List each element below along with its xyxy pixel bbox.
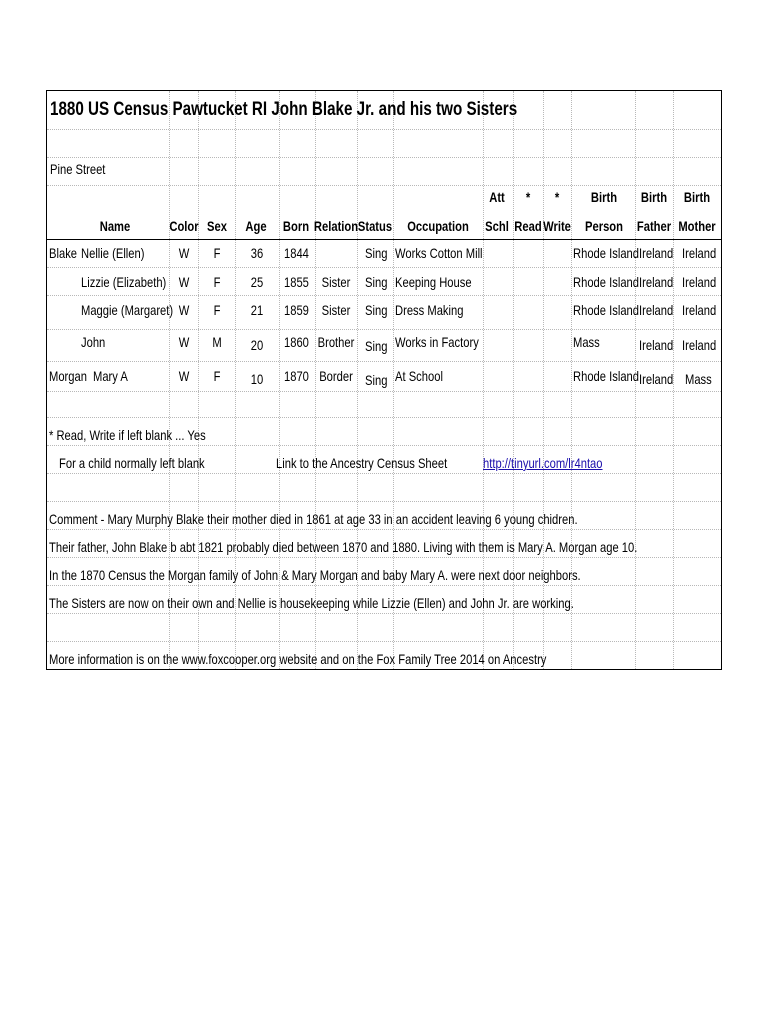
cell-relation: Sister — [321, 274, 351, 290]
grid-row-line — [47, 129, 721, 130]
grid-row-line — [47, 391, 721, 392]
street-label: Pine Street — [50, 161, 106, 177]
cell-birth-father: Ireland — [639, 245, 674, 261]
cell-color: W — [178, 245, 190, 261]
grid-row-line — [47, 329, 721, 330]
cell-name: Maggie (Margaret) — [81, 302, 174, 318]
cell-birth-person: Rhode Island — [573, 302, 640, 318]
header-sex: Sex — [207, 218, 227, 234]
cell-age: 21 — [250, 302, 264, 318]
header-birth-mother-top: Birth — [683, 189, 711, 205]
header-mother: Mother — [678, 218, 716, 234]
child-note: For a child normally left blank — [59, 455, 205, 471]
cell-age: 36 — [250, 245, 264, 261]
cell-birth-father: Ireland — [639, 274, 674, 290]
cell-relation: Border — [319, 368, 353, 384]
cell-color: W — [178, 334, 190, 350]
header-star-write: * — [554, 189, 560, 205]
cell-sex: F — [213, 274, 221, 290]
cell-born: 1855 — [284, 274, 309, 290]
grid-row-line — [47, 445, 721, 446]
cell-occupation: Works in Factory — [395, 334, 479, 350]
header-name: Name — [99, 218, 131, 234]
cell-age: 25 — [250, 274, 264, 290]
cell-status: Sing — [365, 274, 388, 290]
cell-surname: Morgan — [49, 368, 87, 384]
comment-line: Comment - Mary Murphy Blake their mother died in 1861 at age 33 in an accident leaving 6 young chidren. — [49, 511, 578, 527]
cell-status: Sing — [365, 338, 388, 354]
header-read: Read — [514, 218, 542, 234]
ancestry-link-label: Link to the Ancestry Census Sheet — [276, 455, 448, 471]
header-schl: Schl — [485, 218, 509, 234]
cell-birth-father: Ireland — [639, 371, 674, 387]
cell-birth-person: Mass — [573, 334, 600, 350]
cell-status: Sing — [365, 372, 388, 388]
cell-born: 1870 — [284, 368, 309, 384]
census-spreadsheet — [46, 90, 722, 670]
comment-line: In the 1870 Census the Morgan family of John & Mary Morgan and baby Mary A. were next door neighbors. — [49, 567, 581, 583]
comment-line: The Sisters are now on their own and Nellie is housekeeping while Lizzie (Ellen) and John Jr. are working. — [49, 595, 574, 611]
cell-sex: F — [213, 368, 221, 384]
cell-sex: M — [212, 334, 222, 350]
grid-row-line — [47, 157, 721, 158]
cell-birth-person: Rhode Island — [573, 274, 640, 290]
grid-row-line — [47, 557, 721, 558]
cell-name: Mary A — [93, 368, 128, 384]
cell-color: W — [178, 368, 190, 384]
header-person: Person — [585, 218, 623, 234]
cell-color: W — [178, 302, 190, 318]
cell-age: 20 — [250, 337, 264, 353]
cell-color: W — [178, 274, 190, 290]
grid-row-line — [47, 501, 721, 502]
cell-born: 1844 — [284, 245, 309, 261]
cell-birth-mother: Mass — [685, 371, 712, 387]
cell-occupation: Works Cotton Mill — [395, 245, 483, 261]
header-occupation: Occupation — [407, 218, 469, 234]
grid-row-line — [47, 529, 721, 530]
cell-birth-father: Ireland — [639, 337, 674, 353]
ancestry-census-link[interactable]: http://tinyurl.com/lr4ntao — [483, 455, 603, 471]
grid-row-line — [47, 295, 721, 296]
cell-sex: F — [213, 302, 221, 318]
header-father: Father — [636, 218, 672, 234]
cell-birth-person: Rhode Island — [573, 245, 640, 261]
header-color: Color — [169, 218, 199, 234]
grid-row-line — [47, 185, 721, 186]
cell-birth-mother: Ireland — [682, 245, 717, 261]
header-relation: Relation — [313, 218, 359, 234]
cell-status: Sing — [365, 302, 388, 318]
cell-birth-mother: Ireland — [682, 274, 717, 290]
header-status: Status — [357, 218, 393, 234]
cell-name: John — [81, 334, 106, 350]
header-born: Born — [282, 218, 310, 234]
cell-status: Sing — [365, 245, 388, 261]
grid-row-line — [47, 473, 721, 474]
cell-birth-person: Rhode Island — [573, 368, 640, 384]
cell-born: 1860 — [284, 334, 309, 350]
grid-row-line — [47, 361, 721, 362]
sheet-title: 1880 US Census Pawtucket RI John Blake Jr. and his two Sisters — [50, 99, 518, 120]
cell-birth-mother: Ireland — [682, 302, 717, 318]
comment-line: Their father, John Blake b abt 1821 probably died between 1870 and 1880. Living with them is Mary A. Morgan age 10. — [49, 539, 638, 555]
header-underline — [47, 239, 721, 240]
cell-sex: F — [213, 245, 221, 261]
cell-name: Lizzie (Elizabeth) — [81, 274, 167, 290]
cell-occupation: At School — [395, 368, 443, 384]
cell-relation: Brother — [317, 334, 355, 350]
cell-occupation: Dress Making — [395, 302, 464, 318]
grid-row-line — [47, 417, 721, 418]
cell-born: 1859 — [284, 302, 309, 318]
cell-occupation: Keeping House — [395, 274, 472, 290]
grid-row-line — [47, 585, 721, 586]
header-star-read: * — [525, 189, 531, 205]
cell-relation: Sister — [321, 302, 351, 318]
header-age: Age — [245, 218, 267, 234]
more-info-line: More information is on the www.foxcooper.org website and on the Fox Family Tree 2014 on Ancestry — [49, 651, 547, 667]
header-att: Att — [489, 189, 505, 205]
cell-age: 10 — [250, 371, 264, 387]
read-write-note: * Read, Write if left blank ... Yes — [49, 427, 206, 443]
grid-row-line — [47, 267, 721, 268]
cell-surname: Blake — [49, 245, 78, 261]
cell-birth-father: Ireland — [639, 302, 674, 318]
header-birth-person-top: Birth — [590, 189, 618, 205]
cell-birth-mother: Ireland — [682, 337, 717, 353]
grid-row-line — [47, 613, 721, 614]
cell-name: Nellie (Ellen) — [81, 245, 145, 261]
grid-row-line — [47, 641, 721, 642]
header-birth-father-top: Birth — [640, 189, 668, 205]
header-write: Write — [543, 218, 571, 234]
